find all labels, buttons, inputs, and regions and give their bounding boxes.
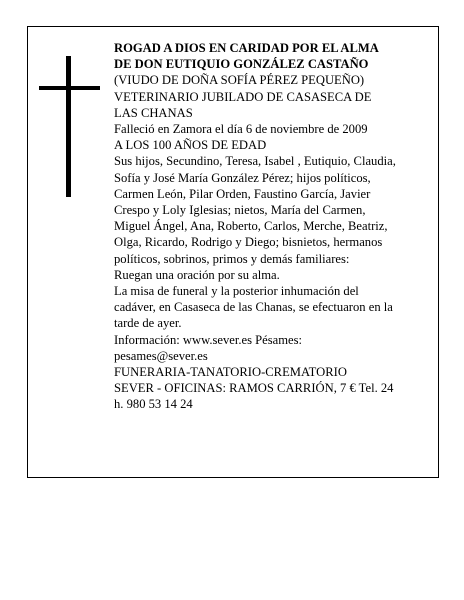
cross-horizontal-bar [39,86,100,90]
notice-line: VETERINARIO JUBILADO DE CASASECA DE [114,89,372,104]
notice-line: Ruegan una oración por su alma. [114,267,280,282]
notice-line: La misa de funeral y la posterior inhumación del [114,284,359,299]
notice-line: LAS CHANAS [114,105,193,120]
notice-line: Información: www.sever.es Pésames: [114,332,303,347]
notice-line: FUNERARIA-TANATORIO-CREMATORIO [114,365,347,380]
notice-header-line: DE DON EUTIQUIO GONZÁLEZ CASTAÑO [114,57,369,72]
notice-line: Miguel Ángel, Ana, Roberto, Carlos, Merche, Beatriz, [114,219,388,234]
notice-header-line: ROGAD A DIOS EN CARIDAD POR EL ALMA [114,41,379,55]
notice-line: SEVER - OFICINAS: RAMOS CARRIÓN, 7 € Tel. 24 [114,381,394,396]
notice-line: h. 980 53 14 24 [114,397,193,412]
notice-line: cadáver, en Casaseca de las Chanas, se efectuaron en la [114,300,393,315]
notice-line: Carmen León, Pilar Orden, Faustino García, Javier [114,186,371,201]
notice-line: pesames@sever.es [114,348,208,363]
notice-line: A LOS 100 AÑOS DE EDAD [114,138,267,153]
notice-text [114,40,434,413]
notice-line: Falleció en Zamora el día 6 de noviembre de 2009 [114,122,368,137]
notice-line: Olga, Ricardo, Rodrigo y Diego; bisnietos, hermanos [114,235,383,250]
notice-line: Crespo y Loly Iglesias; nietos, María del Carmen, [114,203,366,218]
notice-line: (VIUDO DE DOÑA SOFÍA PÉREZ PEQUEÑO) [114,73,365,88]
notice-line: Sofía y José María González Pérez; hijos políticos, [114,170,371,185]
cross-vertical-bar [66,56,71,197]
notice-line: tarde de ayer. [114,316,182,331]
notice-line: políticos, sobrinos, primos y demás familiares: [114,251,350,266]
notice-line: Sus hijos, Secundino, Teresa, Isabel , Eutiquio, Claudia, [114,154,396,169]
